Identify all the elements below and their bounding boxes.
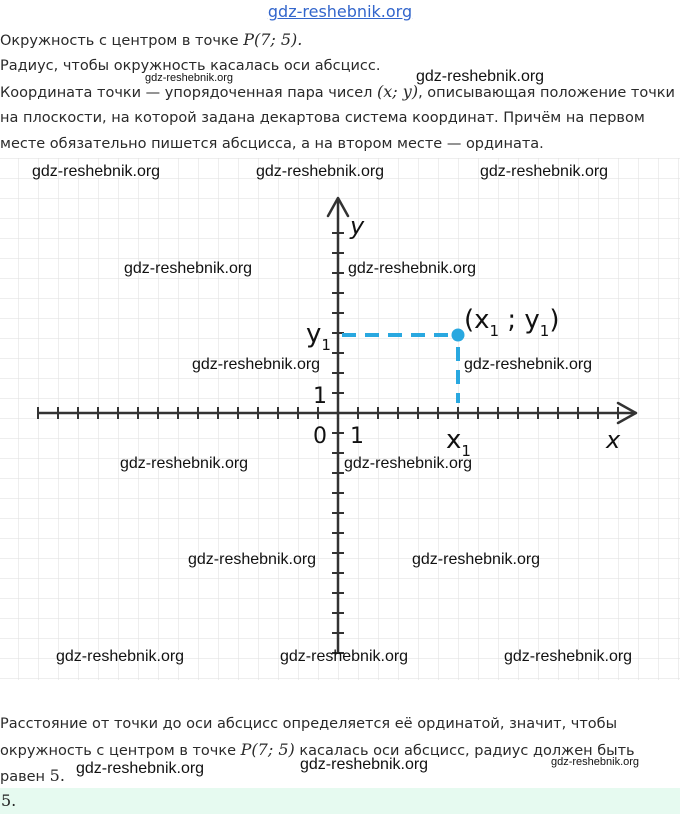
- watermark: gdz-reshebnik.org: [412, 551, 541, 568]
- y-axis-label: y: [350, 212, 365, 240]
- watermark: gdz-reshebnik.org: [280, 648, 409, 665]
- explanation-line-3: [0, 766, 65, 787]
- watermark: gdz-reshebnik.org: [120, 455, 249, 472]
- explanation-text: окружность с центром в точке: [0, 743, 241, 759]
- y1-label: $y_1$: [306, 319, 331, 354]
- watermark: gdz-reshebnik.org: [480, 163, 609, 180]
- definition-line-3: месте обязательно пишется абсцисса, а на втором месте — ордината.: [0, 136, 544, 152]
- point-label: ($x_1$ ; $y_1$): [464, 305, 560, 340]
- problem-statement: [0, 30, 302, 51]
- definition-pair: (x; y): [377, 82, 419, 101]
- watermark: gdz-reshebnik.org: [76, 760, 205, 777]
- definition-line-1: [0, 82, 675, 103]
- watermark: gdz-reshebnik.org: [348, 260, 477, 277]
- watermark: gdz-reshebnik.org: [464, 356, 593, 373]
- coordinate-plane: [0, 158, 680, 680]
- explanation-line-1: Расстояние от точки до оси абсцисс определяется её ординатой, значит, чтобы: [0, 716, 618, 732]
- site-link[interactable]: gdz-reshebnik.org: [267, 2, 413, 21]
- watermark: gdz-reshebnik.org: [416, 68, 545, 85]
- coordinate-figure: [0, 158, 680, 680]
- problem-question: Радиус, чтобы окружность касалась оси абсцисс.: [0, 58, 381, 74]
- problem-text: Окружность с центром в точке: [0, 33, 244, 49]
- point-marker: [452, 329, 465, 342]
- watermark: gdz-reshebnik.org: [192, 356, 321, 373]
- definition-text-end: , описывающая положение точки: [418, 85, 675, 101]
- definition-line-2: на плоскости, на которой задана декартова система координат. Причём на первом: [0, 110, 645, 126]
- x-axis-label: x: [606, 426, 621, 454]
- watermark: gdz-reshebnik.org: [188, 551, 317, 568]
- explanation-point: P(7; 5): [240, 740, 295, 759]
- watermark: gdz-reshebnik.org: [504, 648, 633, 665]
- watermark: gdz-reshebnik.org: [344, 455, 473, 472]
- y-unit-label: 1: [313, 384, 327, 409]
- x-unit-label: 1: [350, 424, 364, 449]
- watermark: gdz-reshebnik.org: [256, 163, 385, 180]
- watermark: gdz-reshebnik.org: [300, 756, 429, 773]
- watermark: gdz-reshebnik.org: [124, 260, 253, 277]
- explanation-text-3: равен: [0, 769, 50, 785]
- origin-label: 0: [313, 424, 327, 449]
- explanation-radius: 5.: [49, 766, 65, 785]
- answer-box: [0, 788, 680, 814]
- problem-point: P(7; 5).: [243, 30, 303, 49]
- watermark: gdz-reshebnik.org: [56, 648, 185, 665]
- x1-label: $x_1$: [446, 425, 471, 460]
- watermark: gdz-reshebnik.org: [145, 72, 234, 84]
- definition-text: Координата точки — упорядоченная пара чисел: [0, 85, 378, 101]
- watermark: gdz-reshebnik.org: [32, 163, 161, 180]
- watermark: gdz-reshebnik.org: [551, 756, 640, 768]
- explanation-text-end: касалась оси абсцисс, радиус должен быть: [294, 743, 635, 759]
- answer-value: 5.: [1, 791, 17, 810]
